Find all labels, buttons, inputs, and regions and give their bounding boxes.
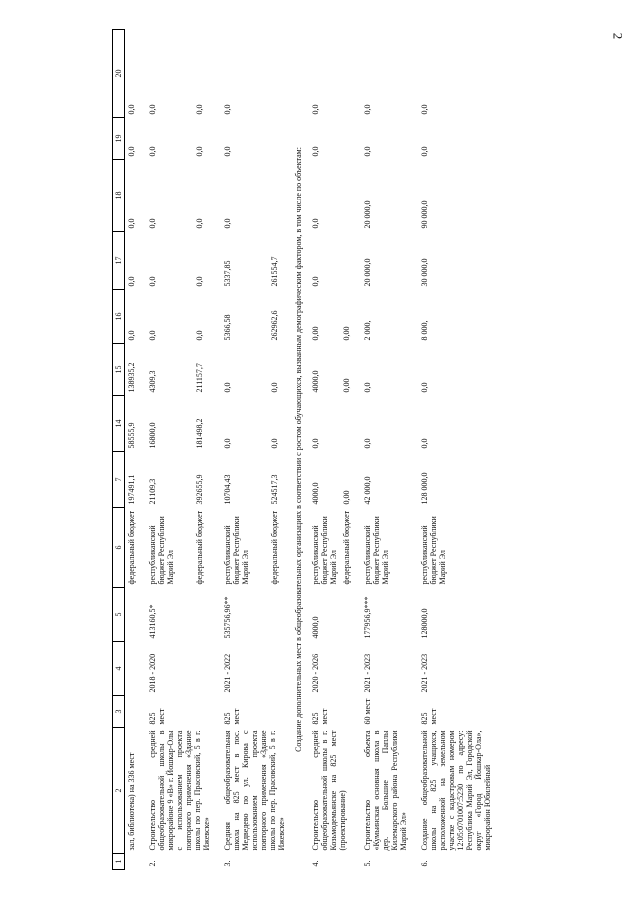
cell-value: 262962,6 bbox=[270, 310, 280, 341]
row-number: 6. bbox=[420, 860, 429, 867]
budget-source: республиканский бюджет Республики Марий Эл bbox=[148, 516, 175, 585]
cell-value: 0,0 bbox=[127, 146, 136, 157]
cell-value: 0,0 bbox=[195, 146, 205, 157]
estimated-cost: 535756,96** bbox=[223, 596, 232, 639]
section-row bbox=[288, 30, 309, 870]
cell-value: 4000,0 bbox=[311, 482, 320, 505]
budget-source: федеральный бюджет bbox=[127, 510, 136, 585]
period: 2021 - 2023 bbox=[363, 653, 372, 693]
cell-value: 0,0 bbox=[195, 104, 205, 115]
cell-value: 0,00 bbox=[311, 326, 320, 341]
cell-value: 0,00 bbox=[342, 378, 351, 393]
cell-value: 21109,3 bbox=[148, 478, 157, 505]
capacity: 60 мест bbox=[363, 698, 372, 725]
row-number: 5. bbox=[363, 860, 372, 867]
col-header: 6 bbox=[113, 508, 125, 588]
column-number-header bbox=[113, 30, 125, 870]
estimated-cost: 128000,0 bbox=[420, 608, 429, 639]
rotated-page-content bbox=[112, 30, 620, 870]
cell-value: 2 000, bbox=[363, 320, 372, 341]
cell-value: 0,0 bbox=[420, 146, 429, 157]
object-name: Средняя общеобразовательная школа на 825 мест в пос. Медведево по ул. Кирова с использованием проекта повторного применения «Здание школы по пер. Прасовский, 5 в г. Ижевске» bbox=[223, 730, 286, 851]
cell-value: 0,0 bbox=[223, 104, 232, 115]
table-row bbox=[221, 30, 268, 870]
cell-value: 0,0 bbox=[363, 146, 372, 157]
cell-value: 0,0 bbox=[363, 438, 372, 449]
table-row bbox=[309, 30, 340, 870]
cell-value: 20 000,0 bbox=[363, 258, 372, 287]
cell-value: 0,0 bbox=[127, 276, 136, 287]
cell-value: 4000,0 bbox=[311, 370, 320, 393]
cell-value: 20 000,0 bbox=[363, 200, 372, 229]
cell-value: 0,0 bbox=[223, 146, 232, 157]
cell-value: 0,0 bbox=[148, 276, 157, 287]
cell-value: 392655,9 bbox=[195, 474, 205, 505]
col-header: 15 bbox=[113, 344, 125, 396]
col-header: 18 bbox=[113, 160, 125, 232]
object-name: Создание общеобразовательной школы на 825 учащихся, расположенной на земельном участке с кадастровым номером 12:05:0701007:5230 по адресу: Республика Марий Эл, Городской округ «Город Йошкар-Ола», микрорайон Юбилейный bbox=[420, 730, 492, 851]
budget-source: республиканский бюджет Республики Марий Эл bbox=[363, 516, 390, 585]
cell-value: 42 000,0 bbox=[363, 476, 372, 505]
budget-source: республиканский бюджет Республики Марий Эл bbox=[420, 516, 447, 585]
cell-value: 0,0 bbox=[148, 104, 157, 115]
col-header: 1 bbox=[113, 854, 125, 870]
cell-value: 16800,0 bbox=[148, 422, 157, 449]
cell-value: 0,00 bbox=[342, 490, 351, 505]
cell-value: 4309,3 bbox=[148, 370, 157, 393]
cell-value: 211157,7 bbox=[195, 363, 205, 393]
cell-value: 0,0 bbox=[148, 218, 157, 229]
table-row bbox=[125, 30, 139, 870]
cell-value: 5366,58 bbox=[223, 314, 232, 341]
cell-value: 0,0 bbox=[195, 276, 205, 287]
cell-value: 0,0 bbox=[270, 438, 280, 449]
cell-value: 90 000,0 bbox=[420, 200, 429, 229]
cell-value: 0,0 bbox=[311, 146, 320, 157]
cell-value: 197491,1 bbox=[127, 474, 136, 505]
table-row bbox=[361, 30, 410, 870]
cell-value: 58555,9 bbox=[127, 422, 136, 449]
cell-value: 0,0 bbox=[127, 330, 136, 341]
estimated-cost: 4000,0 bbox=[311, 616, 320, 639]
col-header: 5 bbox=[113, 588, 125, 642]
col-header: 14 bbox=[113, 396, 125, 452]
cell-value: 8 000, bbox=[420, 320, 429, 341]
cell-value: 30 000,0 bbox=[420, 258, 429, 287]
cell-value: 138935,2 bbox=[127, 362, 136, 393]
estimated-cost: 177956,9*** bbox=[363, 596, 372, 639]
cell-value: 0,00 bbox=[342, 326, 351, 341]
row-number: 2. bbox=[148, 860, 157, 867]
cell-value: 0,0 bbox=[311, 218, 320, 229]
budget-source: республиканский бюджет Республики Марий Эл bbox=[311, 516, 338, 585]
row-number: 3. bbox=[223, 860, 232, 867]
cell-value: 181498,2 bbox=[195, 418, 205, 449]
cell-value: 0,0 bbox=[420, 382, 429, 393]
cell-value: 0,0 bbox=[127, 104, 136, 115]
capacity: 825 мест bbox=[148, 708, 166, 725]
capacity: 825 мест bbox=[420, 708, 438, 725]
col-header: 2 bbox=[113, 728, 125, 854]
col-header: 7 bbox=[113, 452, 125, 508]
object-name: Строительство объекта «Кумьинская основная школа в дер. Большие Паплы Килемарского района Республики Марий Эл» bbox=[363, 730, 408, 851]
cell-value: 0,0 bbox=[223, 218, 232, 229]
object-name: Строительство средней общеобразовательной школы в микрорайоне 9 «В» г. Йошкар-Олы с использованием проекта повторного применения «Здание школы по пер. Прасовский, 5 в г. Ижевске» bbox=[148, 730, 211, 851]
page-number: 2 bbox=[610, 32, 626, 40]
capacity: 825 мест bbox=[311, 708, 329, 725]
cell-value: 0,0 bbox=[420, 438, 429, 449]
cell-value: 128 000,0 bbox=[420, 472, 429, 505]
cell-value: 0,0 bbox=[311, 276, 320, 287]
cell-value: 0,0 bbox=[363, 104, 372, 115]
col-header: 4 bbox=[113, 642, 125, 696]
col-header: 19 bbox=[113, 118, 125, 160]
table-row bbox=[418, 30, 494, 870]
estimated-cost: 413160,5* bbox=[148, 604, 157, 639]
budget-source: федеральный бюджет bbox=[270, 510, 280, 585]
cell-value: 0,0 bbox=[148, 330, 157, 341]
period: 2018 - 2020 bbox=[148, 653, 157, 693]
cell-value: 0,0 bbox=[195, 218, 205, 229]
cell-value: 0,0 bbox=[363, 382, 372, 393]
section-title: Создание дополнительных мест в общеобразовательных организациях в соответствии с ростом обучающихся, вызванным демографическим фактором, в том числе по объектам: bbox=[294, 147, 303, 752]
cell-value: 0,0 bbox=[223, 438, 232, 449]
cell-value: 10704,43 bbox=[223, 474, 232, 505]
cell-value: 0,0 bbox=[195, 330, 205, 341]
cell-value: 0,0 bbox=[420, 104, 429, 115]
objects-table bbox=[112, 29, 494, 870]
cell-value: 0,0 bbox=[223, 382, 232, 393]
period: 2021 - 2022 bbox=[223, 653, 232, 693]
cell-value: 524517,3 bbox=[270, 474, 280, 505]
col-header: 17 bbox=[113, 232, 125, 290]
col-header: 20 bbox=[113, 30, 125, 118]
capacity: 825 мест bbox=[223, 708, 241, 725]
period: 2020 - 2026 bbox=[311, 653, 320, 693]
cell-value: 5337,85 bbox=[223, 260, 232, 287]
budget-source: федеральный бюджет bbox=[195, 510, 205, 585]
cell-value: 0,0 bbox=[148, 146, 157, 157]
col-header: 16 bbox=[113, 290, 125, 344]
row-number: 4. bbox=[311, 860, 320, 867]
cell-value: 261554,7 bbox=[270, 256, 280, 287]
budget-source: федеральный бюджет bbox=[342, 510, 351, 585]
cell-value: 0,0 bbox=[270, 382, 280, 393]
table-row bbox=[146, 30, 193, 870]
budget-source: республиканский бюджет Республики Марий Эл bbox=[223, 516, 250, 585]
cell-value: 0,0 bbox=[127, 218, 136, 229]
period: 2021 - 2023 bbox=[420, 653, 429, 693]
object-name: зал, библиотека) на 336 мест bbox=[127, 752, 136, 851]
object-name: Строительство средней общеобразовательной школы в г. Козьмодемьянске на 825 мест (проектирование) bbox=[311, 730, 347, 851]
col-header: 3 bbox=[113, 696, 125, 728]
cell-value: 0,0 bbox=[311, 438, 320, 449]
cell-value: 0,0 bbox=[311, 104, 320, 115]
